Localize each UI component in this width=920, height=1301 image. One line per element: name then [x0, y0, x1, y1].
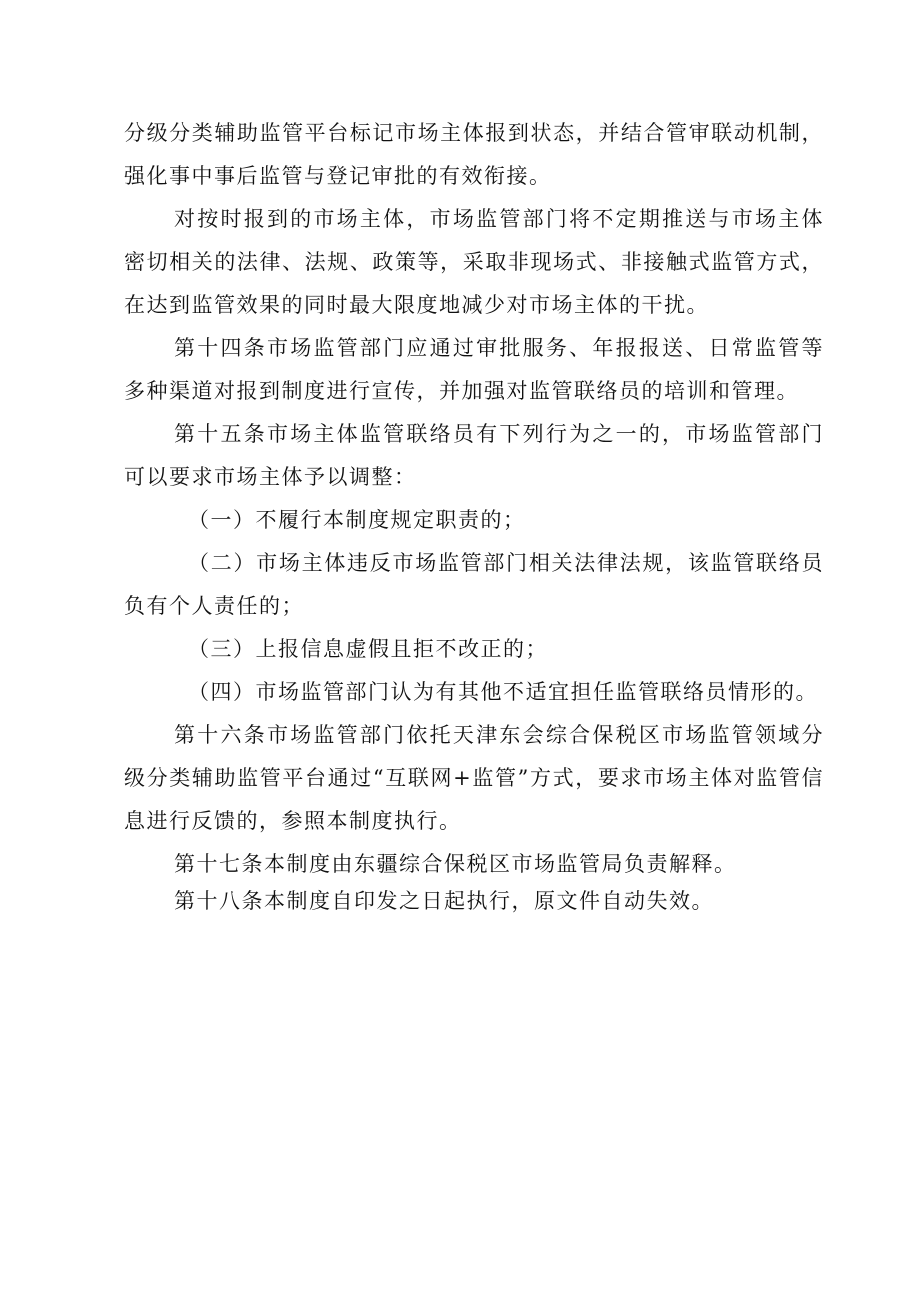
paragraph-article-14: 第十四条市场监管部门应通过审批服务、年报报送、日常监管等多种渠道对报到制度进行宣传，并加强对监管联络员的培训和管理。 [124, 336, 824, 403]
paragraph-article-15: 第十五条市场主体监管联络员有下列行为之一的，市场监管部门可以要求市场主体予以调整： [124, 422, 824, 489]
document-body [124, 112, 824, 923]
list-item-3: （三）上报信息虚假且拒不改正的； [188, 637, 548, 661]
list-item-4: （四）市场监管部门认为有其他不适宜担任监管联络员情形的。 [188, 680, 818, 704]
paragraph-continuation: 分级分类辅助监管平台标记市场主体报到状态，并结合管审联动机制，强化事中事后监管与登记审批的有效衔接。 [124, 121, 824, 188]
paragraph-article-18: 第十八条本制度自印发之日起执行，原文件自动失效。 [174, 889, 714, 913]
paragraph-reporting-benefits: 对按时报到的市场主体，市场监管部门将不定期推送与市场主体密切相关的法律、法规、政策等，采取非现场式、非接触式监管方式，在达到监管效果的同时最大限度地减少对市场主体的干扰。 [124, 207, 824, 317]
list-item-2: （二）市场主体违反市场监管部门相关法律法规，该监管联络员负有个人责任的； [124, 551, 824, 618]
list-item-1: （一）不履行本制度规定职责的； [188, 508, 526, 532]
paragraph-article-16: 第十六条市场监管部门依托天津东会综合保税区市场监管领域分级分类辅助监管平台通过“互联网+监管”方式，要求市场主体对监管信息进行反馈的，参照本制度执行。 [124, 723, 824, 833]
paragraph-article-17: 第十七条本制度由东疆综合保税区市场监管局负责解释。 [174, 852, 737, 876]
